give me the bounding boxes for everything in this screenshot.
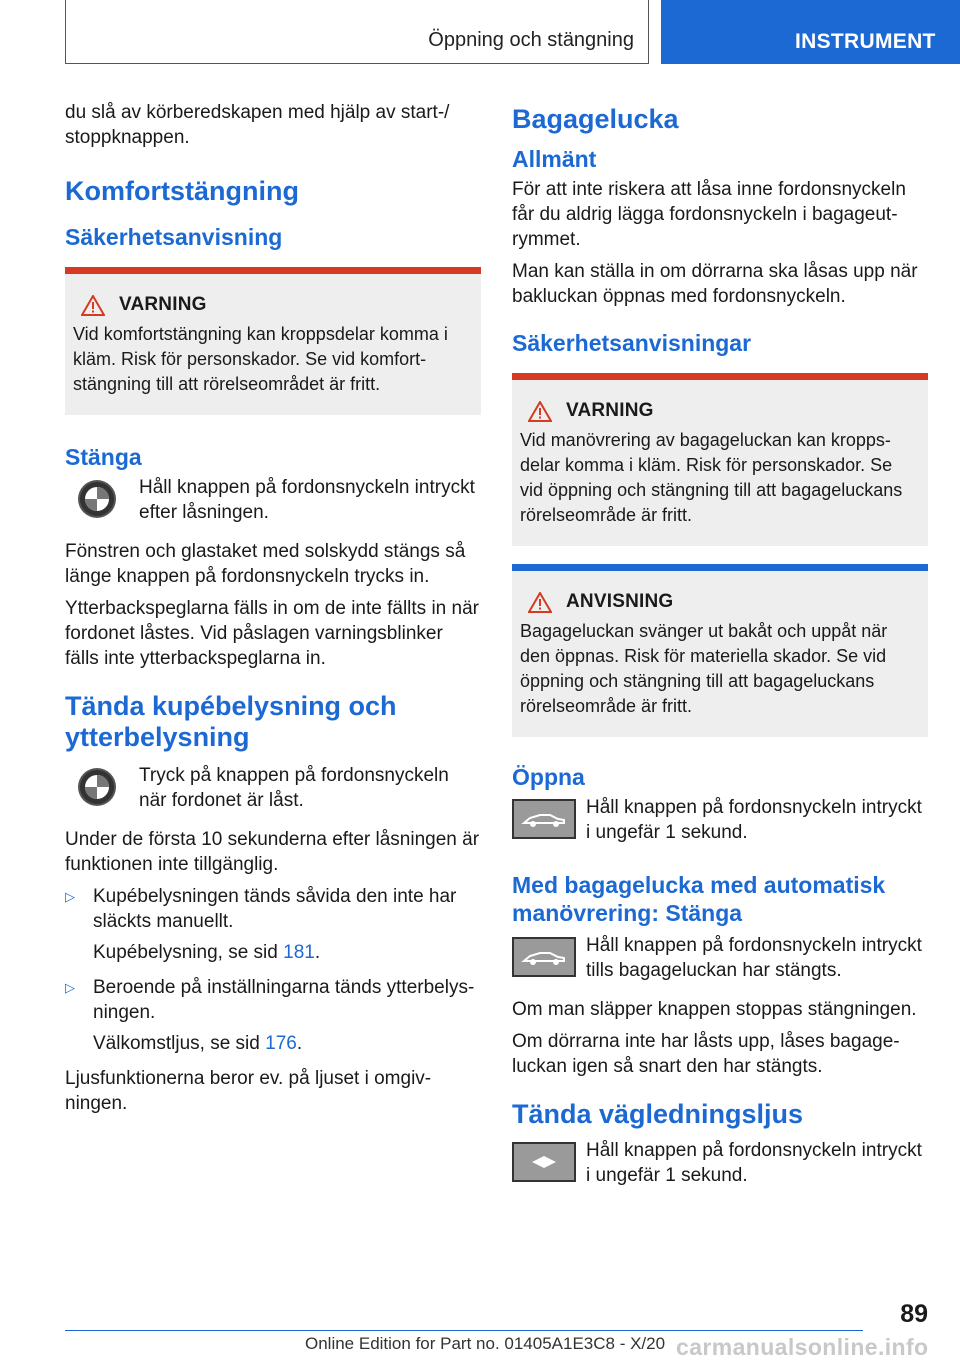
warning-text: Vid komfortstängning kan kroppsdelar komma i kläm. Risk för personskador. Se vid komfortstängning till att rörelseområdet är fritt. (73, 324, 448, 394)
bullet-triangle-icon: ▷ (65, 889, 75, 904)
heading-vagledningsljus: Tända vägledningsljus (512, 1099, 804, 1129)
lock-instruction-text: Håll knappen på fordonsnyckeln intryckt efter låsningen. (139, 477, 475, 523)
page-link[interactable]: 176 (265, 1033, 297, 1054)
warning-box (512, 373, 928, 546)
intro-text: du slå av körberedskapen med hjälp av start-/ stoppknappen. (65, 102, 450, 148)
lights-instruction-text: Tryck på knappen på fordonsnyckeln när fordonet är låst. (139, 765, 449, 811)
watermark: carmanualsonline.info (676, 1334, 929, 1360)
chapter-tab[interactable] (661, 0, 960, 64)
heading-bagagelucka: Bagagelucka (512, 104, 679, 134)
cross-reference-text: Kupébelysning, se sid (93, 942, 284, 963)
heading-allmant: Allmänt (512, 146, 597, 172)
paragraph-relock: Om dörrarna inte har låsts upp, låses bagageluckan igen så snart den har stängts. (512, 1031, 900, 1077)
warning-text: Vid manövrering av bagageluckan kan kroppsdelar komma i kläm. Risk för personskador. Se vid öppning och stängning till att bagageluckans rörelseområde är fritt. (520, 430, 903, 525)
open-instruction-text: Håll knappen på fordonsnyckeln intryckt i ungefär 1 sekund. (586, 797, 922, 843)
header-section-box (65, 0, 649, 64)
right-column (512, 100, 928, 1202)
list-item (65, 975, 481, 1025)
paragraph-release-stop: Om man släpper knappen stoppas stängningen. (512, 999, 917, 1020)
diamond-light-icon (512, 1142, 576, 1182)
key-instruction-lock (65, 475, 481, 525)
cross-reference: Välkomstljus, se sid 176. (93, 1033, 303, 1054)
cross-reference-text: Välkomstljus, se sid (93, 1033, 266, 1054)
key-instruction-guide-light (512, 1138, 928, 1188)
chapter-tab-label: INSTRUMENT (795, 30, 936, 53)
heading-oppna: Öppna (512, 764, 585, 790)
guide-light-instruction-text: Håll knappen på fordonsnyckeln intryckt i ungefär 1 sekund. (586, 1140, 922, 1186)
key-instruction-lights (65, 763, 481, 813)
footer-edition: Online Edition for Part no. 01405A1E3C8 - X/20 (305, 1334, 666, 1353)
warning-box (65, 267, 481, 415)
car-tailgate-icon (512, 937, 576, 977)
paragraph-unlock-setting: Man kan ställa in om dörrarna ska låsas upp när bakluckan öppnas med fordonsnyckeln. (512, 261, 918, 307)
cross-reference: Kupébelysning, se sid 181. (93, 942, 321, 963)
warning-triangle-icon (528, 592, 552, 613)
heading-automatisk-stanga: Med bagagelucka med automatisk manövrering: Stänga (512, 872, 886, 926)
bullet-triangle-icon: ▷ (65, 980, 75, 995)
warning-title: VARNING (119, 294, 207, 315)
paragraph-mirrors: Ytterbackspeglarna fälls in om de inte fällts in när fordonet låstes. Vid påslagen varningsblinker fälls inte ytterbackspeglarna in. (65, 598, 479, 669)
heading-komfortstangning: Komfortstängning (65, 176, 299, 206)
heading-stanga: Stänga (65, 444, 142, 470)
bmw-roundel-icon (77, 479, 117, 519)
warning-triangle-icon (528, 401, 552, 422)
page-number: 89 (900, 1300, 928, 1328)
warning-title: VARNING (566, 400, 654, 421)
heading-tanda-kupebelysning: Tända kupébelysning och ytterbelysning (65, 691, 397, 752)
car-tailgate-icon (512, 799, 576, 839)
list-item (65, 884, 481, 934)
paragraph-windows: Fönstren och glastaket med solskydd stängs så länge knappen på fordonsnyckeln trycks in. (65, 541, 466, 587)
heading-sakerhetsanvisning: Säkerhetsanvisning (65, 224, 283, 250)
key-instruction-open (512, 795, 928, 845)
bmw-roundel-icon (77, 767, 117, 807)
paragraph-delay: Under de första 10 sekunderna efter låsningen är funktionen inte tillgänglig. (65, 829, 480, 875)
key-instruction-close (512, 933, 928, 983)
page-link[interactable]: 181 (283, 942, 315, 963)
footer-divider (65, 1330, 863, 1331)
paragraph-key-lockin: För att inte riskera att låsa inne fordonsnyckeln får du aldrig lägga fordonsnyckeln i bagageutrymmet. (512, 179, 906, 250)
section-title: Öppning och stängning (428, 29, 634, 51)
close-instruction-text: Håll knappen på fordonsnyckeln intryckt tills bagageluckan har stängts. (586, 935, 922, 981)
left-column (65, 100, 481, 1123)
notice-box (512, 564, 928, 737)
notice-text: Bagageluckan svänger ut bakåt och uppåt när den öppnas. Risk för materiella skador. Se vid öppning och stängning till att bagageluckans rörelseområde är fritt. (520, 621, 888, 716)
heading-sakerhetsanvisningar: Säkerhetsanvisningar (512, 330, 752, 356)
list-item-text: Kupébelysningen tänds såvida den inte har släckts manuellt. (93, 886, 457, 932)
warning-triangle-icon (81, 295, 105, 316)
list-item-text: Beroende på inställningarna tänds ytterbelysningen. (93, 977, 475, 1023)
paragraph-ambient: Ljusfunktionerna beror ev. på ljuset i omgivningen. (65, 1068, 432, 1114)
notice-title: ANVISNING (566, 591, 674, 612)
